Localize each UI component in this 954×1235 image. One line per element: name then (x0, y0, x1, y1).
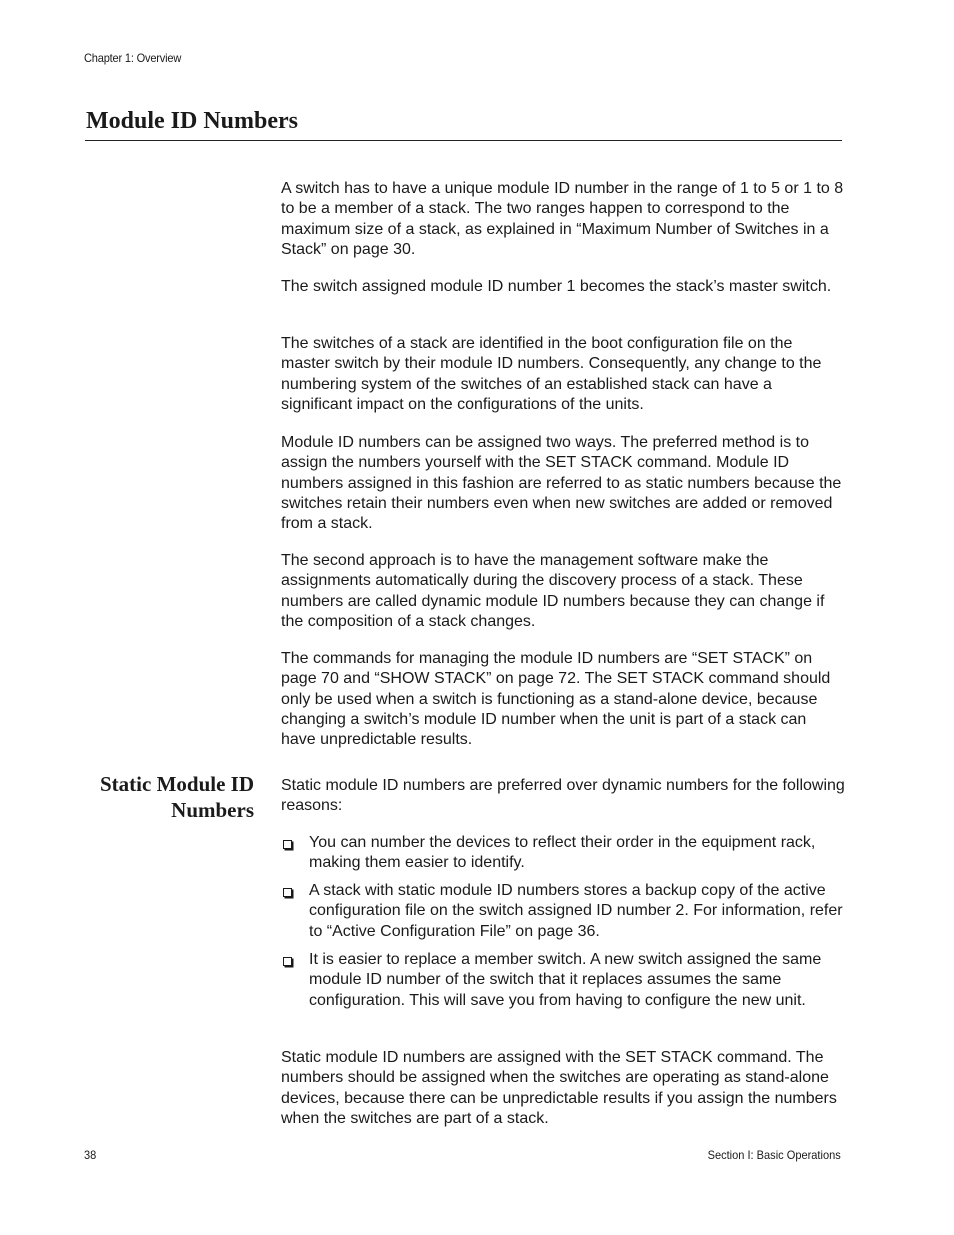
paragraph (281, 277, 845, 297)
running-header-chapter: Chapter 1: Overview (84, 51, 182, 65)
paragraph-text: The commands for managing the module ID numbers are “SET STACK” on page 70 and “SHOW STACK” on page 72. The SET STACK command should only be used when a switch is functioning as a stand-alone device, because changing a switch’s module ID number when the unit is part of a stack can have unpredictable results. (281, 650, 831, 749)
paragraph (281, 433, 845, 534)
paragraph-text: The second approach is to have the management software make the assignments automatically during the discovery process of a stack. These numbers are called dynamic module ID numbers because they can change if the composition of a stack changes. (281, 552, 825, 630)
paragraph (281, 649, 845, 750)
paragraph-text: Static module ID numbers are assigned with the SET STACK command. The numbers should be assigned when the switches are operating as stand-alone devices, because there can be unpredictable results if you assign the numbers when the switches are part of a stack. (281, 1049, 837, 1127)
list-item-text: A stack with static module ID numbers stores a backup copy of the active configuration file on the switch assigned ID number 2. For information, refer to “Active Configuration File” on page 36. (309, 882, 843, 940)
footer-section-label: Section I: Basic Operations (707, 1148, 841, 1162)
subsection-title (100, 771, 254, 823)
paragraph-text: The switch assigned module ID number 1 becomes the stack’s master switch. (281, 278, 832, 295)
section-title: Module ID Numbers (86, 108, 299, 134)
title-rule (85, 140, 842, 141)
list-item (281, 950, 845, 1011)
checkbox-bullet-icon (283, 957, 292, 966)
paragraph-text: A switch has to have a unique module ID number in the range of 1 to 5 or 1 to 8 to be a member of a stack. The two ranges happen to correspond to the maximum size of a stack, as explained in “Maximum Number of Switches in a Stack” on page 30. (281, 180, 844, 258)
list-item (281, 881, 845, 942)
subsection-closing (281, 1048, 845, 1129)
page-number: 38 (84, 1148, 97, 1162)
checkbox-bullet-icon (283, 888, 292, 897)
paragraph-text: Module ID numbers can be assigned two ways. The preferred method is to assign the numbers yourself with the SET STACK command. Module ID numbers assigned in this fashion are referred to as static numbers because the switches retain their numbers even when new switches are added or removed from a stack. (281, 434, 842, 533)
subsection-title-line: Numbers (171, 798, 254, 822)
paragraph-text: Static module ID numbers are preferred over dynamic numbers for the following reasons: (281, 777, 845, 815)
list-item-text: It is easier to replace a member switch. A new switch assigned the same module ID number of the switch that it replaces assumes the same configuration. This will save you from having to configure the new unit. (309, 951, 822, 1009)
subsection-title-line: Static Module ID (100, 772, 254, 796)
checkbox-bullet-icon (283, 840, 292, 849)
list-item (281, 833, 845, 874)
list-item-text: You can number the devices to reflect their order in the equipment rack, making them easier to identify. (309, 834, 816, 872)
paragraph (281, 551, 845, 632)
paragraph (281, 179, 845, 260)
subsection-intro (281, 776, 845, 817)
paragraph (281, 334, 845, 415)
paragraph-text: The switches of a stack are identified in the boot configuration file on the master switch by their module ID numbers. Consequently, any change to the numbering system of the switches of an established stack can have a significant impact on the configurations of the units. (281, 335, 822, 413)
